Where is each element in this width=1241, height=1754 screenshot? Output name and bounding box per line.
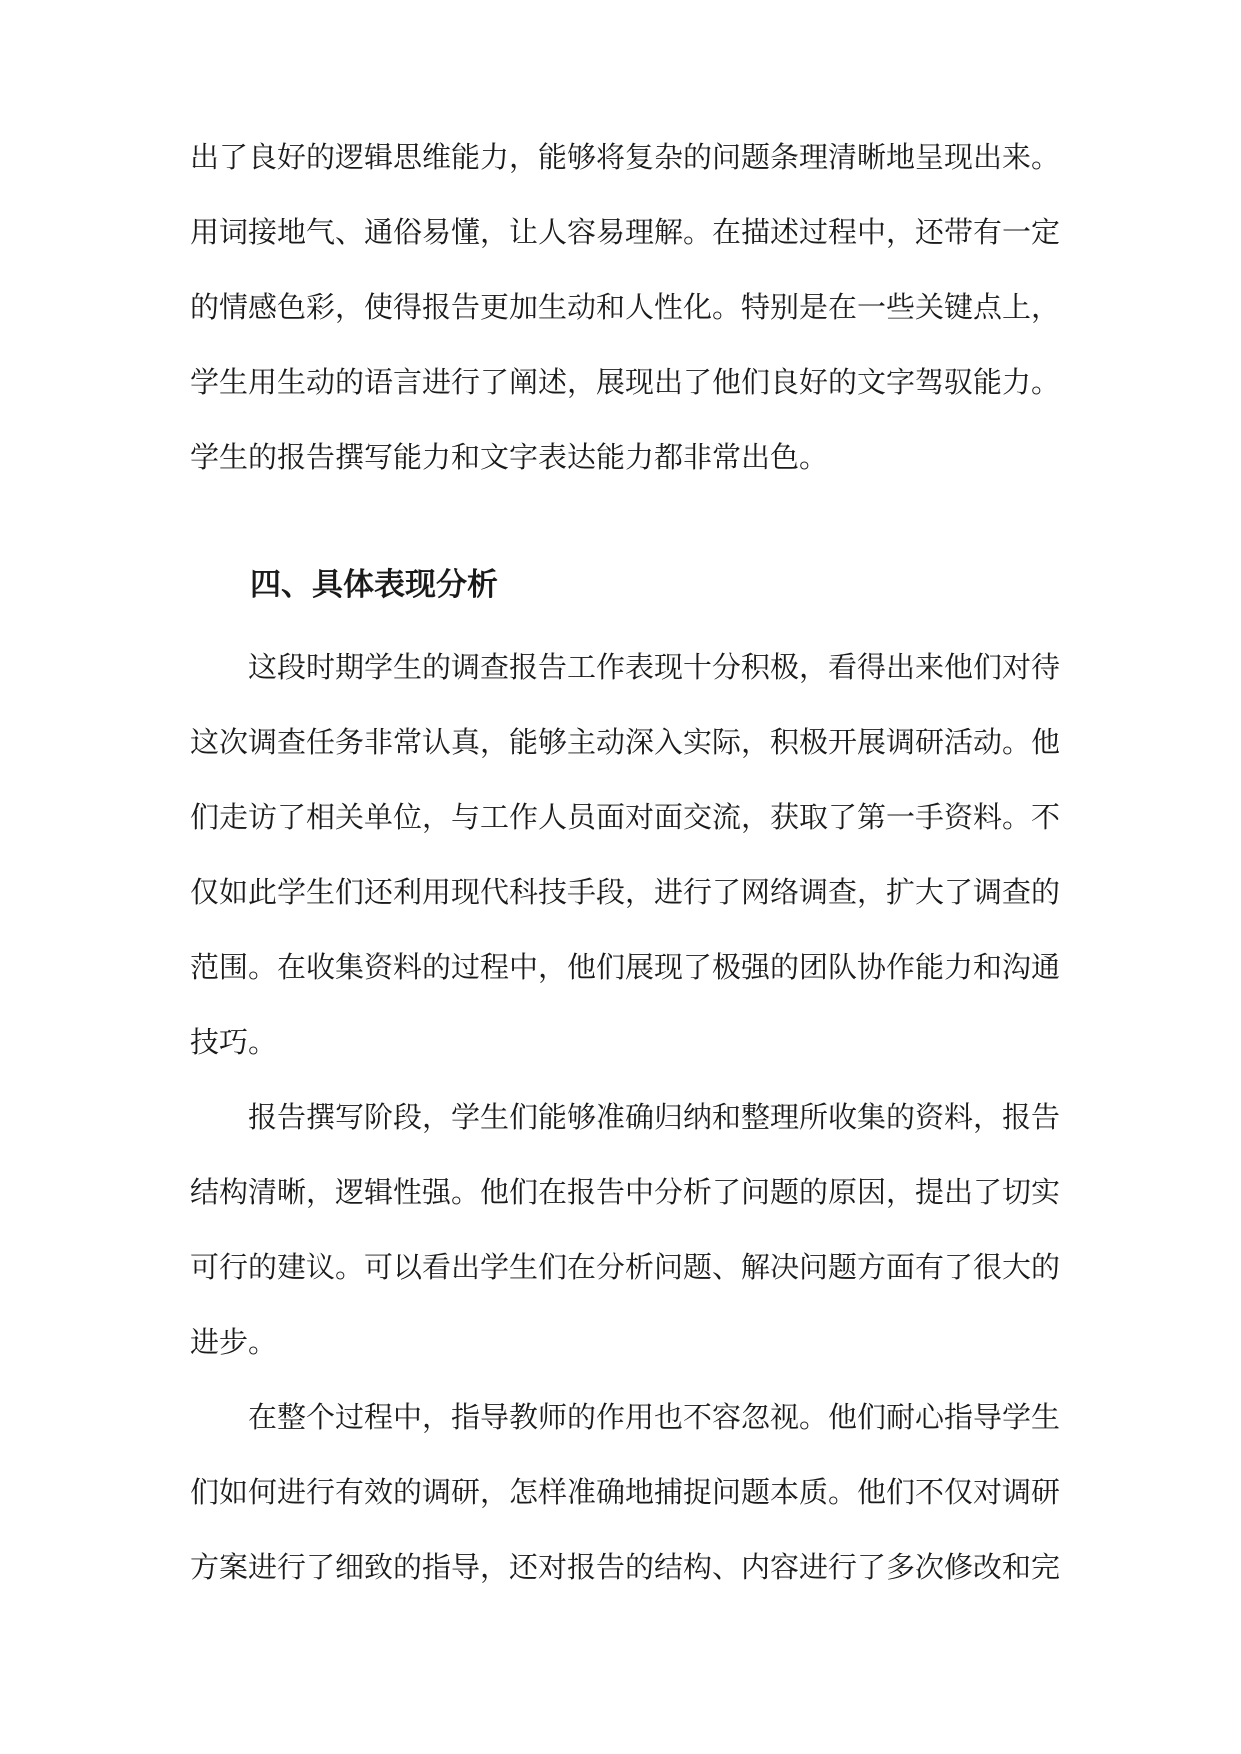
paragraph-1: 这段时期学生的调查报告工作表现十分积极，看得出来他们对待这次调查任务非常认真，能够主动深入实际，积极开展调研活动。他们走访了相关单位，与工作人员面对面交流，获取了第一手资料。不仅如此学生们还利用现代科技手段，进行了网络调查，扩大了调查的范围。在收集资料的过程中，他们展现了极强的团队协作能力和沟通技巧。 xyxy=(190,650,1061,1059)
paragraph-continued: 出了良好的逻辑思维能力，能够将复杂的问题条理清晰地呈现出来。用词接地气、通俗易懂，让人容易理解。在描述过程中，还带有一定的情感色彩，使得报告更加生动和人性化。特别是在一些关键点上，学生用生动的语言进行了阐述，展现出了他们良好的文字驾驭能力。学生的报告撰写能力和文字表达能力都非常出色。 xyxy=(190,140,1061,474)
paragraph-3: 在整个过程中，指导教师的作用也不容忽视。他们耐心指导学生们如何进行有效的调研，怎样准确地捕捉问题本质。他们不仅对调研方案进行了细致的指导，还对报告的结构、内容进行了多次修改和完 xyxy=(190,1400,1061,1584)
section-heading: 四、具体表现分析 xyxy=(250,567,498,603)
paragraph-2: 报告撰写阶段，学生们能够准确归纳和整理所收集的资料，报告结构清晰，逻辑性强。他们在报告中分析了问题的原因，提出了切实可行的建议。可以看出学生们在分析问题、解决问题方面有了很大的进步。 xyxy=(190,1100,1061,1359)
